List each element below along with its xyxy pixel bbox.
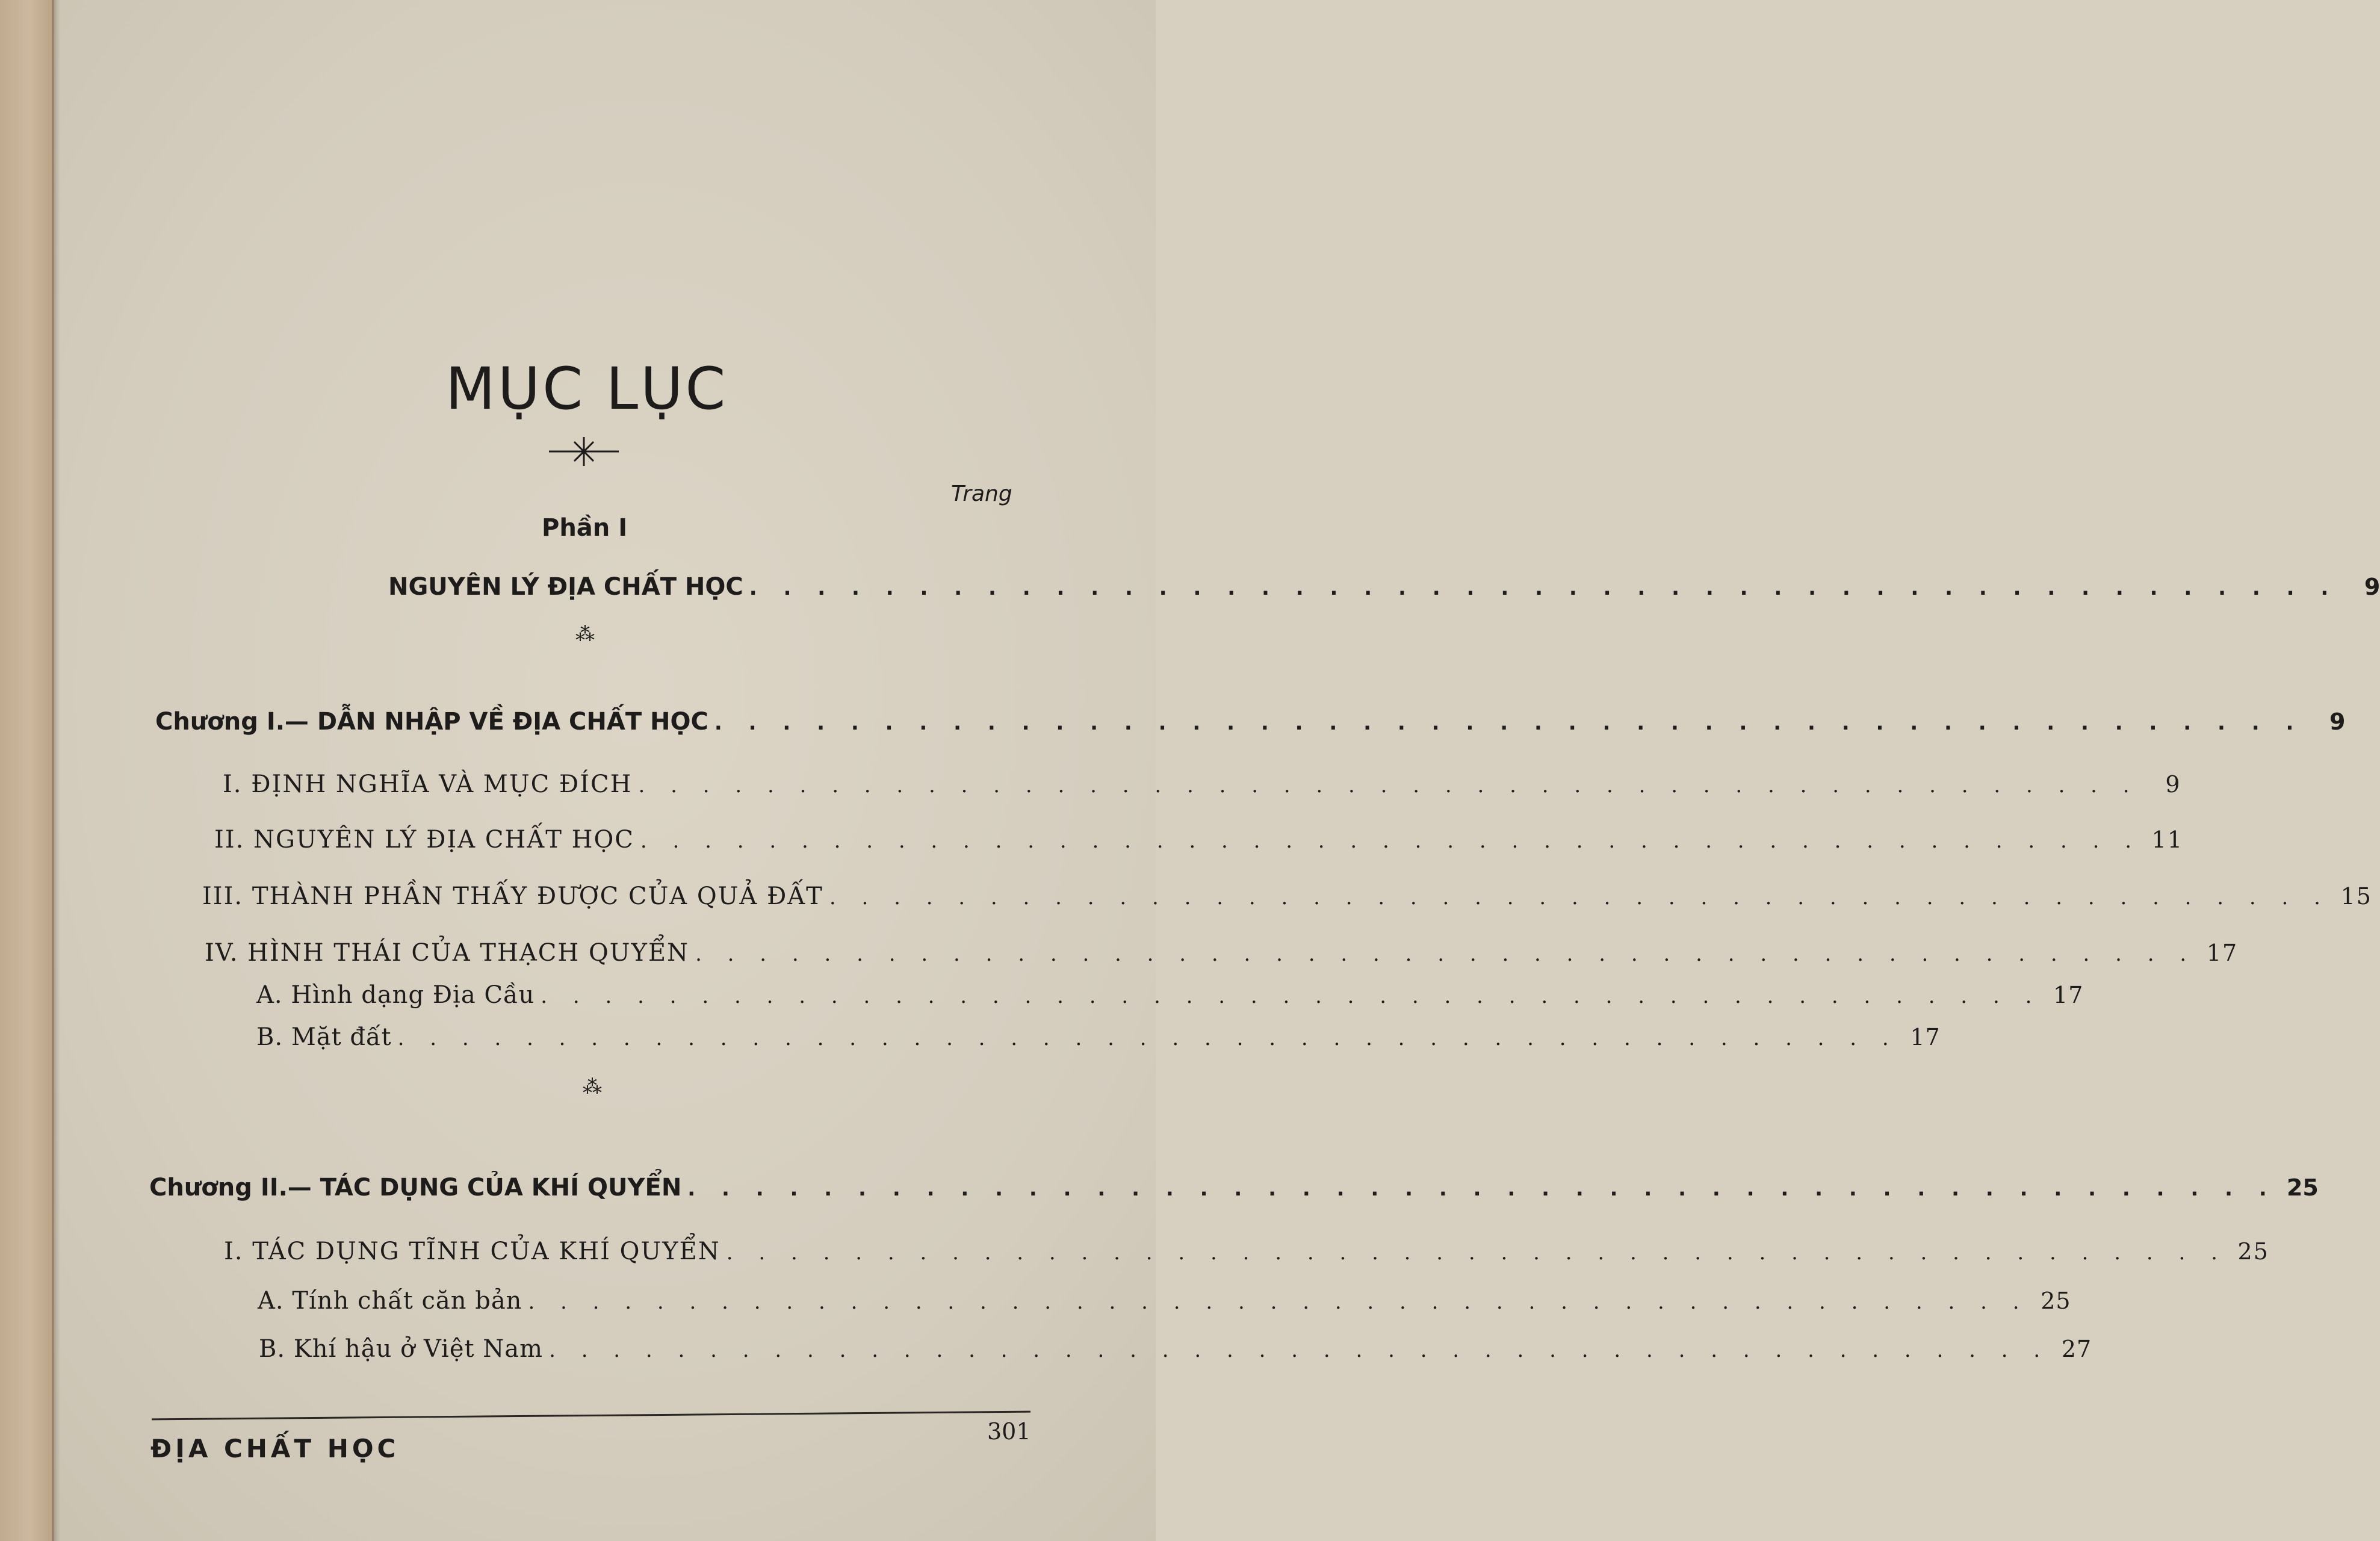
dot-leader: . . . . . . . . . . . . . . . . . . . . . . . . . . . . . . . . . . . . . . . . . . . . . . .	[714, 711, 2304, 735]
asterisk-ornament-icon	[548, 435, 620, 468]
toc-entry-page: 17	[2206, 940, 2239, 966]
dot-leader: . . . . . . . . . . . . . . . . . . . . . . . . . . . . . . . . . . . . . . . . . . . . . . .	[640, 829, 2141, 853]
toc-entry-page: 9	[2165, 771, 2181, 798]
toc-entry-label: NGUYÊN LÝ ĐỊA CHẤT HỌC	[388, 573, 743, 601]
dot-leader: . . . . . . . . . . . . . . . . . . . . . . . . . . . . . . . . . . . . . . . . . . . . . . .	[829, 885, 2330, 910]
toc-entry-label: A. Hình dạng Địa Cầu	[256, 981, 535, 1009]
toc-entry-2-1-a	[258, 1287, 2071, 1315]
dot-leader: . . . . . . . . . . . . . . . . . . . . . . . . . . . . . . . . . . . . . . . . . . . . . . .	[397, 1026, 1898, 1050]
toc-entry-chapter-2	[149, 1174, 2319, 1201]
toc-entry-page: 25	[2237, 1238, 2269, 1265]
toc-entry-1-4	[205, 939, 2239, 967]
toc-entry-label: II. NGUYÊN LÝ ĐỊA CHẤT HỌC	[214, 826, 634, 854]
toc-entry-page: 27	[2061, 1336, 2092, 1362]
toc-entry-1-4-a	[256, 981, 2084, 1009]
dot-leader: . . . . . . . . . . . . . . . . . . . . . . . . . . . . . . . . . . . . . . . . . . . . . . .	[549, 1338, 2050, 1362]
asterism-divider: ⁂	[583, 1075, 602, 1098]
toc-entry-label: I. ĐỊNH NGHĨA VÀ MỤC ĐÍCH	[223, 770, 633, 798]
toc-entry-page: 11	[2151, 826, 2183, 853]
toc-entry-label: A. Tính chất căn bản	[258, 1287, 522, 1315]
toc-entry-2-1	[224, 1238, 2269, 1265]
part-label: Phần I	[542, 514, 628, 542]
toc-entry-label: Chương II.— TÁC DỤNG CỦA KHÍ QUYỂN	[149, 1174, 682, 1201]
toc-entry-label: III. THÀNH PHẦN THẤY ĐƯỢC CỦA QUẢ ĐẤT	[202, 882, 823, 910]
footer-page-number: 301	[987, 1418, 1031, 1445]
toc-entry-1-3	[202, 882, 2372, 910]
dot-leader: . . . . . . . . . . . . . . . . . . . . . . . . . . . . . . . . . . . . . . . . . . . . . . .	[528, 1290, 2029, 1314]
toc-entry-page: 17	[1910, 1024, 1941, 1050]
toc-entry-label: I. TÁC DỤNG TĨNH CỦA KHÍ QUYỂN	[224, 1238, 721, 1265]
dot-leader: . . . . . . . . . . . . . . . . . . . . . . . . . . . . . . . . . . . . . . . . . . . . . . .	[687, 1177, 2276, 1201]
toc-entry-label: Chương I.— DẪN NHẬP VỀ ĐỊA CHẤT HỌC	[155, 708, 708, 736]
toc-entry-label: B. Khí hậu ở Việt Nam	[259, 1335, 544, 1363]
asterism-divider: ⁂	[575, 622, 595, 645]
dot-leader: . . . . . . . . . . . . . . . . . . . . . . . . . . . . . . . . . . . . . . . . . . . . . . .	[726, 1241, 2227, 1265]
toc-entry-label: B. Mặt đất	[256, 1023, 392, 1051]
toc-entry-1-1	[223, 770, 2181, 798]
toc-entry-page: 15	[2340, 883, 2372, 910]
page-title: MỤC LỤC	[445, 355, 728, 423]
dot-leader: . . . . . . . . . . . . . . . . . . . . . . . . . . . . . . . . . . . . . . . . . . . . . . .	[695, 942, 2196, 966]
page-column-label: Trang	[951, 482, 1012, 506]
toc-entry-part-title	[388, 573, 2380, 601]
dot-leader: . . . . . . . . . . . . . . . . . . . . . . . . . . . . . . . . . . . . . . . . . . . . . . .	[749, 576, 2338, 600]
book-spine	[0, 0, 54, 1541]
toc-entry-1-4-b	[256, 1023, 1941, 1051]
toc-entry-label: IV. HÌNH THÁI CỦA THẠCH QUYỂN	[205, 939, 690, 967]
footer-book-title: ĐỊA CHẤT HỌC	[150, 1434, 400, 1463]
spine-shadow	[52, 0, 60, 1541]
toc-entry-page: 25	[2041, 1288, 2071, 1314]
toc-entry-2-1-b	[259, 1335, 2092, 1363]
toc-entry-page: 9	[2329, 708, 2346, 735]
dot-leader: . . . . . . . . . . . . . . . . . . . . . . . . . . . . . . . . . . . . . . . . . . . . . . .	[541, 984, 2042, 1008]
toc-entry-page: 25	[2286, 1174, 2319, 1201]
toc-entry-page: 9	[2364, 574, 2380, 600]
toc-entry-1-2	[214, 826, 2183, 854]
toc-entry-page: 17	[2053, 982, 2084, 1008]
toc-entry-chapter-1	[155, 708, 2346, 736]
dot-leader: . . . . . . . . . . . . . . . . . . . . . . . . . . . . . . . . . . . . . . . . . . . . . . .	[638, 774, 2139, 798]
